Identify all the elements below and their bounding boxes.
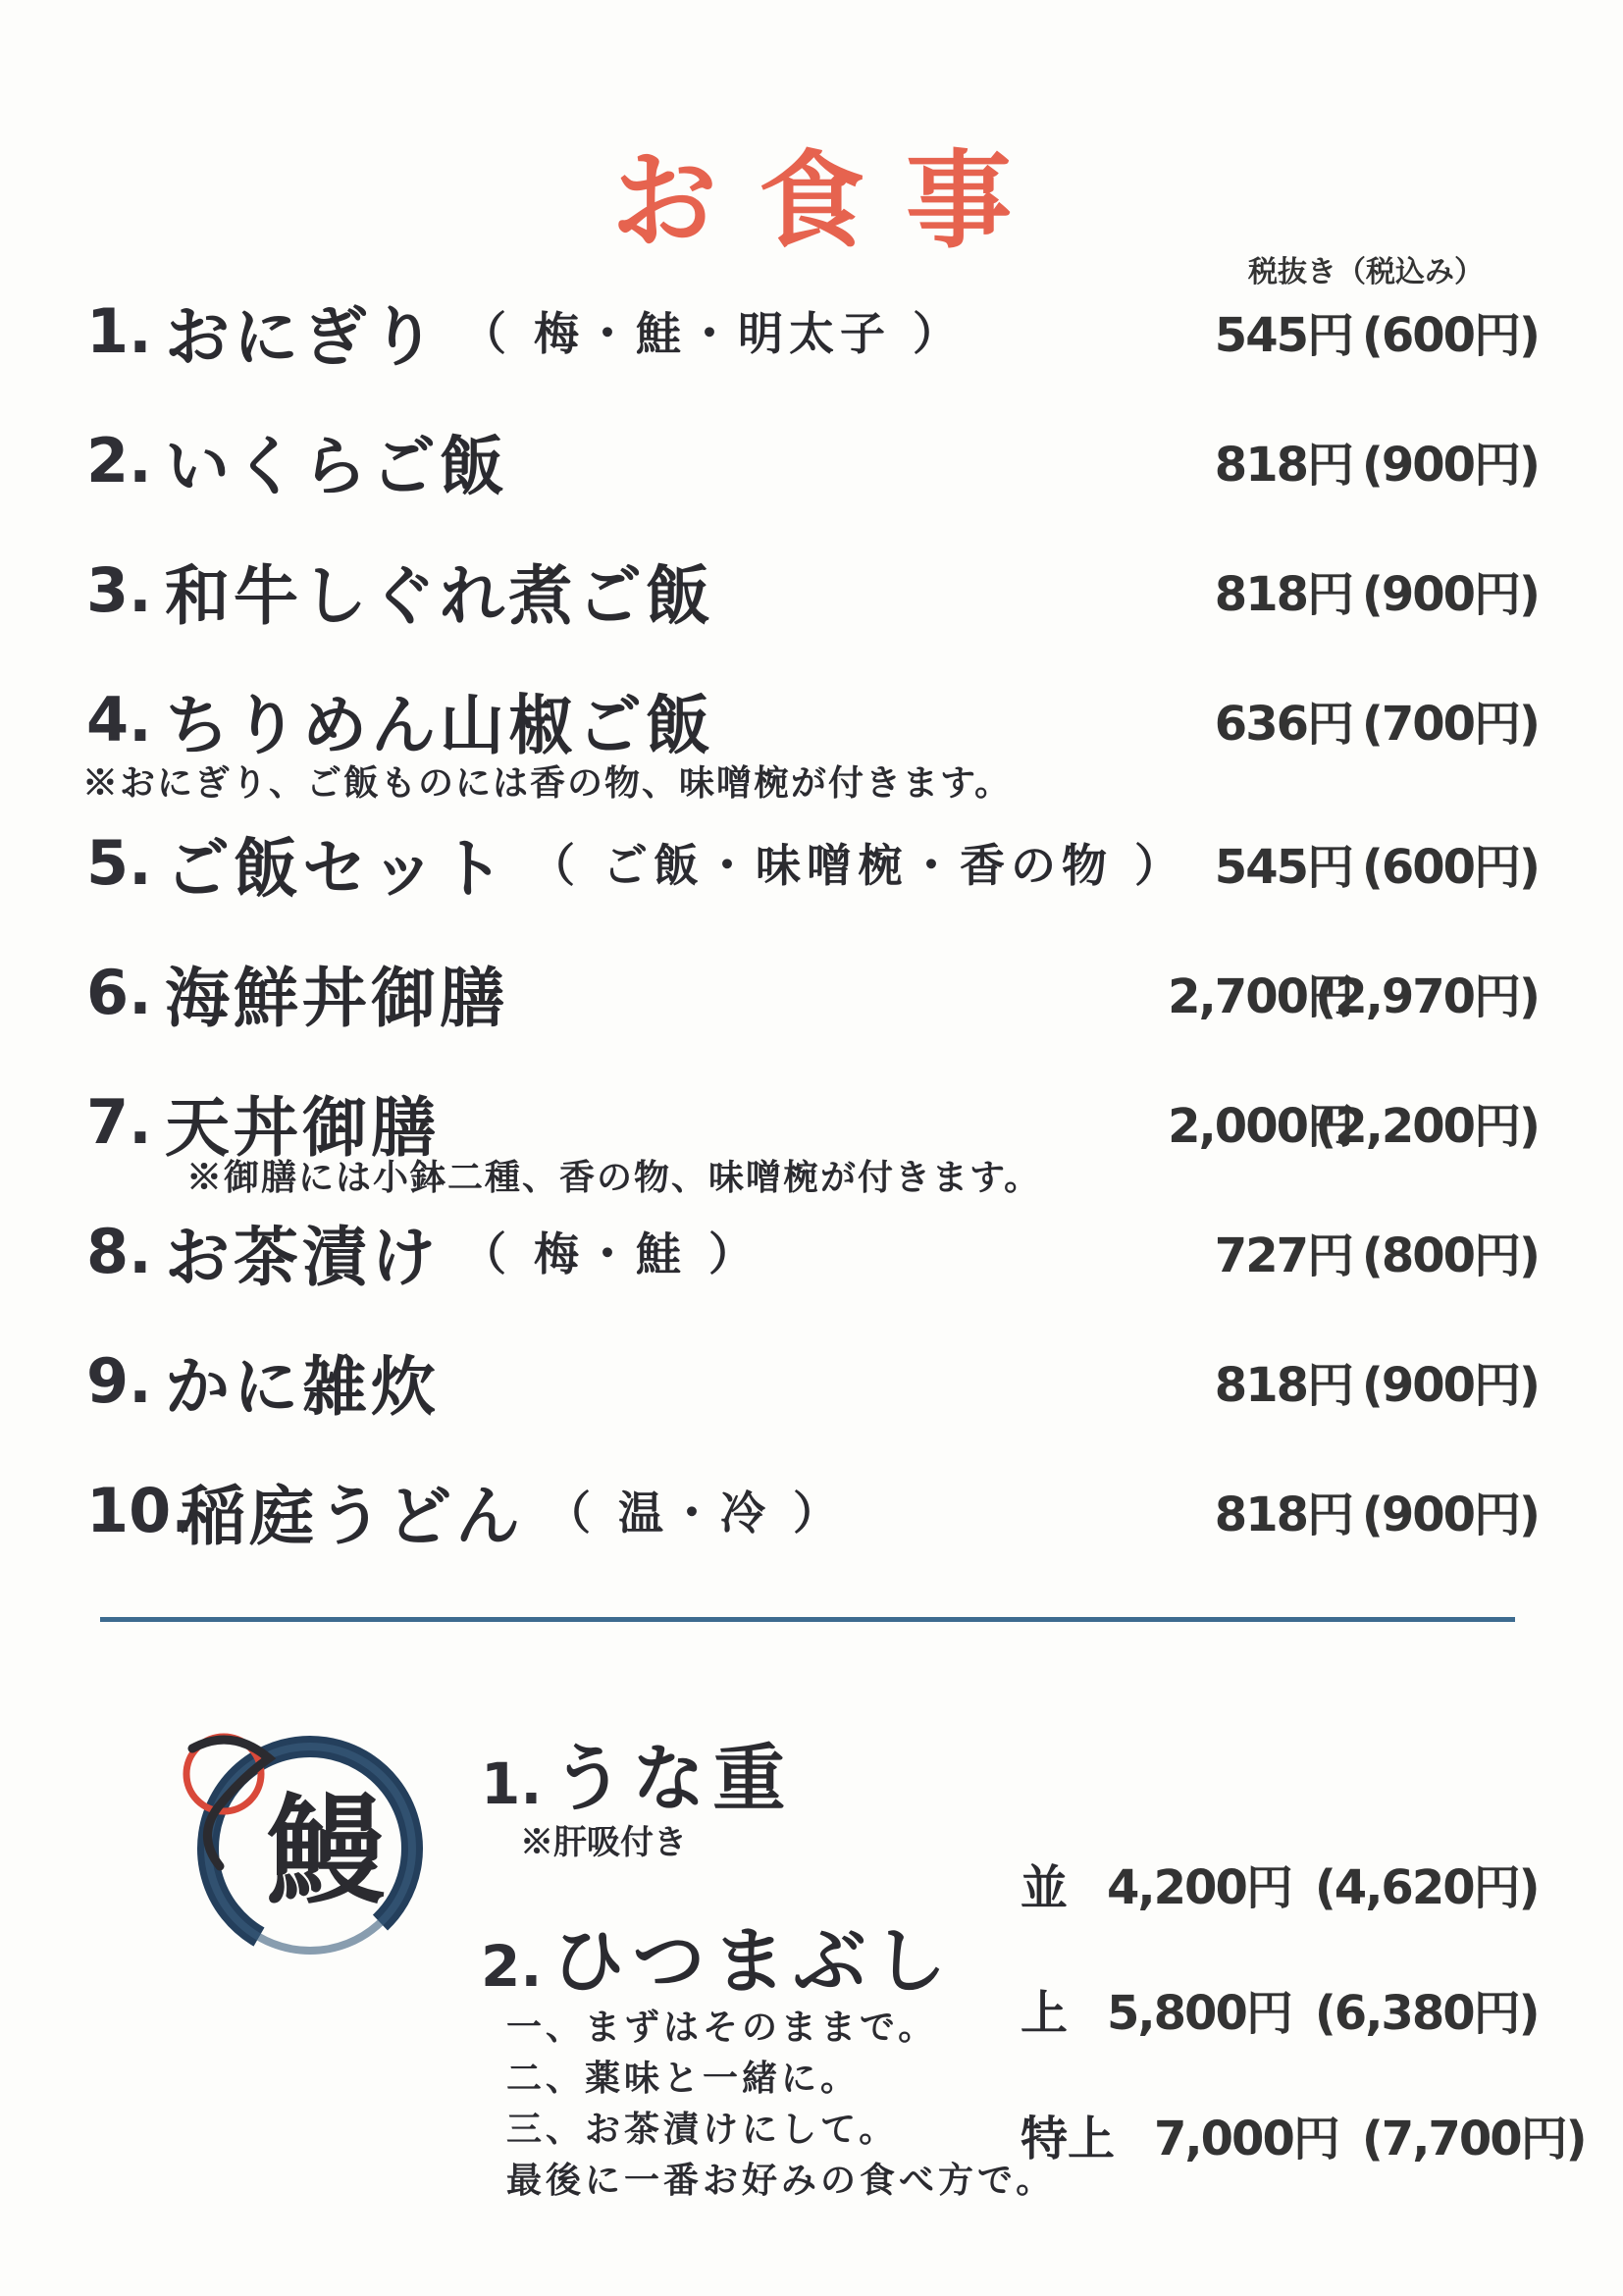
grade-price-tax: (4,620円) xyxy=(1314,1859,1539,1915)
item-name: 海鮮丼御膳 xyxy=(165,959,508,1036)
item-price-tax: (700円) xyxy=(1361,696,1539,752)
item-price-tax: (900円) xyxy=(1361,437,1539,493)
grade-price: 4,200円 xyxy=(1107,1859,1291,1915)
grade-row xyxy=(1021,2100,1586,2168)
item-price-tax: (2,200円) xyxy=(1315,1098,1539,1154)
item-price-tax: (2,970円) xyxy=(1315,968,1539,1024)
item-number: 6. xyxy=(86,956,152,1028)
item-number: 1. xyxy=(86,294,152,367)
howto-step: 二、薬味と一緒に。 xyxy=(506,2058,861,2099)
gozen-side-note: ※御膳には小鉢二種、香の物、味噌椀が付きます。 xyxy=(186,1157,1042,1198)
menu-item xyxy=(86,546,1539,634)
unagi-item xyxy=(481,1904,954,2008)
grade-row xyxy=(1021,1974,1539,2043)
item-name: お茶漬け xyxy=(165,1218,440,1295)
item-price-tax: (800円) xyxy=(1361,1227,1539,1283)
item-price: 2,700円 xyxy=(1168,968,1352,1024)
page-title: お食事 xyxy=(610,139,1053,263)
item-name: 和牛しぐれ煮ご飯 xyxy=(165,556,714,634)
grade-label: 特上 xyxy=(1021,2111,1116,2166)
section-divider xyxy=(100,1617,1515,1622)
grade-price-tax: (7,700円) xyxy=(1361,2111,1586,2166)
howto-step: 一、まずはそのままで。 xyxy=(506,2007,938,2048)
item-name: ちりめん山椒ご飯 xyxy=(165,686,714,763)
item-price-tax: (600円) xyxy=(1361,839,1539,895)
item-price: 545円 xyxy=(1214,839,1352,895)
menu-item xyxy=(86,1466,1539,1554)
item-number: 5. xyxy=(86,826,152,899)
item-options: （ 梅・鮭・明太子 ） xyxy=(461,307,965,360)
item-price: 818円 xyxy=(1214,1357,1352,1413)
item-options: （ 温・冷 ） xyxy=(546,1487,845,1539)
liver-soup-note: ※肝吸付き xyxy=(520,1823,687,1862)
grade-price-tax: (6,380円) xyxy=(1314,1985,1539,2041)
item-price: 545円 xyxy=(1214,307,1352,363)
item-name: 稲庭うどん xyxy=(181,1477,524,1554)
unagi-item xyxy=(481,1721,793,1825)
item-price-tax: (600円) xyxy=(1361,307,1539,363)
item-number: 4. xyxy=(86,683,152,756)
grade-price: 7,000円 xyxy=(1154,2111,1338,2166)
item-price: 818円 xyxy=(1214,437,1352,493)
grade-label: 上 xyxy=(1021,1985,1069,2041)
item-number: 9. xyxy=(86,1344,152,1417)
item-name: おにぎり xyxy=(165,297,440,375)
item-price: 818円 xyxy=(1214,566,1352,622)
item-name: うな重 xyxy=(551,1737,794,1821)
menu-item xyxy=(86,948,1539,1036)
item-price-tax: (900円) xyxy=(1361,1357,1539,1413)
menu-item xyxy=(86,1207,1539,1295)
menu-item xyxy=(86,416,1539,504)
menu-item xyxy=(86,287,1539,375)
item-number: 1. xyxy=(481,1750,543,1817)
item-options: （ 梅・鮭 ） xyxy=(461,1227,760,1280)
menu-item xyxy=(86,675,1539,763)
howto-step: 最後に一番お好みの食べ方で。 xyxy=(506,2160,1056,2201)
item-number: 2. xyxy=(86,424,152,496)
item-price: 636円 xyxy=(1214,696,1352,752)
item-price: 818円 xyxy=(1214,1487,1352,1542)
menu-item xyxy=(86,1336,1539,1425)
item-name: かに雑炊 xyxy=(165,1347,440,1425)
item-number: 10. xyxy=(86,1474,194,1546)
howto-step: 三、お茶漬けにして。 xyxy=(506,2109,899,2150)
hitsumabushi-howto xyxy=(506,2002,1055,2206)
item-name: ご飯セット xyxy=(165,829,508,907)
item-number: 3. xyxy=(86,553,152,626)
item-name: 天丼御膳 xyxy=(165,1088,440,1166)
grade-label: 並 xyxy=(1021,1859,1069,1915)
grade-price: 5,800円 xyxy=(1107,1985,1291,2041)
grade-row xyxy=(1021,1849,1539,1917)
item-price: 727円 xyxy=(1214,1227,1352,1283)
item-number: 7. xyxy=(86,1085,152,1158)
item-price-tax: (900円) xyxy=(1361,1487,1539,1542)
rice-side-note: ※おにぎり、ご飯ものには香の物、味噌椀が付きます。 xyxy=(82,762,1013,804)
menu-item xyxy=(86,818,1539,907)
item-number: 8. xyxy=(86,1215,152,1287)
item-price-tax: (900円) xyxy=(1361,566,1539,622)
tax-column-header: 税抜き（税込み） xyxy=(1248,255,1484,289)
item-price: 2,000円 xyxy=(1168,1098,1352,1154)
item-name: ひつまぶし xyxy=(551,1919,955,2004)
logo-text: 鰻 xyxy=(267,1782,385,1920)
item-options: （ ご飯・味噌椀・香の物 ） xyxy=(530,839,1186,892)
unagi-kanji-circle-logo-icon xyxy=(173,1719,436,1970)
item-name: いくらご飯 xyxy=(165,427,508,504)
item-number: 2. xyxy=(481,1933,543,2000)
